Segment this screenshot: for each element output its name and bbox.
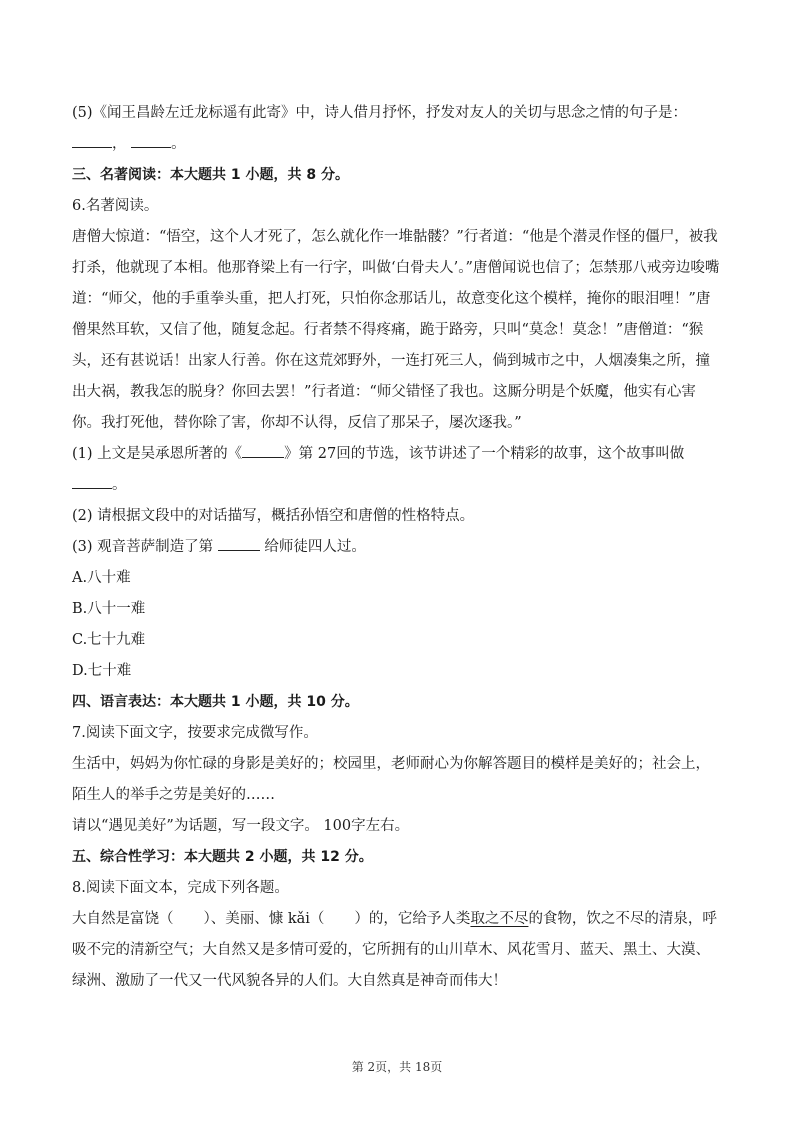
answer-blank: [131, 133, 171, 148]
q8-passage: [72, 904, 722, 997]
period: 。: [171, 136, 186, 152]
section-5-title: 五、综合性学习：本大题共 2 小题，共 12 分。: [72, 849, 373, 865]
option-d: D.七十难: [72, 663, 132, 679]
q6-passage: 唐僧大惊道：“悟空，这个人才死了，怎么就化作一堆骷髅？”行者道：“他是个潜灵作怪的僵尸，被我打杀，他就现了本相。他那脊梁上有一行字，叫做‘白骨夫人’。”唐僧闻说也信了；怎禁那八戒旁边唆嘴道：“师父，他的手重拳头重，把人打死，只怕你念那话儿，故意变化这个模样，掩你的眼泪哩！”唐僧果然耳软，又信了他，随复念起。行者禁不得疼痛，跪于路旁，只叫“莫念！莫念！”唐僧道：“猴头，还有甚说话！出家人行善。你在这荒郊野外，一连打死三人，倘到城市之中，人烟凑集之所，撞出大祸，教我怎的脱身？你回去罢！”行者道：“师父错怪了我也。这厮分明是个妖魔，他实有心害你。我打死他，替你除了害，你却不认得，反信了那呆子，屡次逐我。”: [72, 229, 720, 431]
answer-blank: [242, 443, 284, 458]
option-b: B.八十一难: [72, 601, 146, 617]
q6-sub1: [72, 439, 722, 470]
period: 。: [112, 477, 127, 493]
comma: ，: [112, 136, 127, 152]
q6-sub1-answer: [72, 470, 722, 501]
q8-text-3: ）的，它给予人类: [354, 911, 471, 927]
page-content: [72, 98, 722, 997]
q5-text: (5)《闻王昌龄左迁龙标遥有此寄》中，诗人借月抒怀，抒发对友人的关切与思念之情的句子是：: [72, 105, 688, 121]
q8-text-1: 大自然是富饶（: [72, 911, 174, 927]
q7-prompt: 请以“遇见美好”为话题，写一段文字。 100字左右。: [72, 818, 410, 834]
sub1-text-b: 》第 27回的节选，该节讲述了一个精彩的故事，这个故事叫做: [284, 446, 685, 462]
page-footer: 第 2页，共 18页: [351, 1060, 443, 1074]
option-a: A.八十难: [72, 570, 131, 586]
q8-text-4: 的食物，饮之不尽的清泉，呼吸不完的清新空气；大自然又是多情可爱的，它所拥有的山川草木、风花雪月、蓝天、黑土、大漠、绿洲、激励了一代又一代风貌各异的人们。大自然真是神奇而伟大！: [72, 911, 717, 989]
section-4-title: 四、语言表达：本大题共 1 小题，共 10 分。: [72, 694, 359, 710]
option-c: C.七十九难: [72, 632, 146, 648]
answer-blank: [72, 133, 112, 148]
q8-heading: 8.阅读下面文本，完成下列各题。: [72, 880, 289, 896]
sub3-text-b: 给师徒四人过。: [259, 539, 366, 555]
section-3-title: 三、名著阅读：本大题共 1 小题，共 8 分。: [72, 167, 349, 183]
q8-text-2: ）、美丽、慷 kǎi（: [203, 911, 325, 927]
q7-passage: 生活中，妈妈为你忙碌的身影是美好的；校园里，老师耐心为你解答题目的模样是美好的；社会上，陌生人的举手之劳是美好的……: [72, 756, 710, 803]
q6-sub3: [72, 532, 722, 563]
q7-heading: 7.阅读下面文字，按要求完成微写作。: [72, 725, 318, 741]
sub1-text-a: (1) 上文是吴承恩所著的《: [72, 446, 243, 462]
sub3-text-a: (3) 观音菩萨制造了第: [72, 539, 218, 555]
q6-heading: 6.名著阅读。: [72, 198, 159, 214]
q5-answer-line: [72, 129, 722, 160]
underlined-phrase: 取之不尽: [470, 911, 529, 927]
answer-blank: [218, 536, 260, 551]
answer-blank: [72, 474, 112, 489]
q6-sub2: (2) 请根据文段中的对话描写，概括孙悟空和唐僧的性格特点。: [72, 508, 475, 524]
